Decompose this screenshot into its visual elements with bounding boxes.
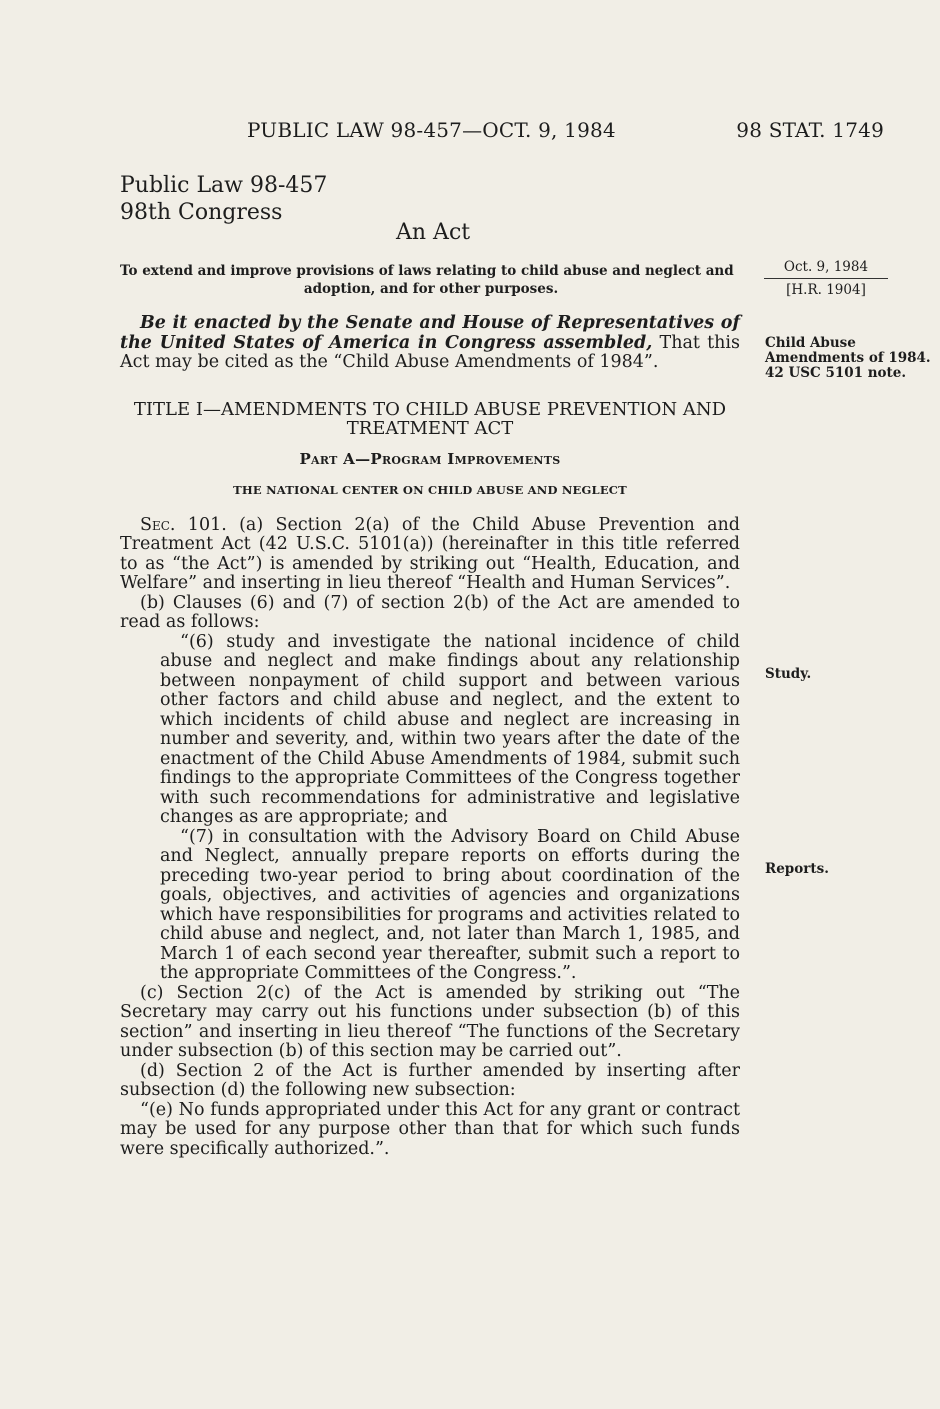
short-title-text: That this Act may be cited as the “Child Abuse Amendments of 1984”. (120, 332, 740, 372)
section-101-a (120, 516, 740, 594)
stat-reference: 98 STAT. 1749 (736, 118, 884, 142)
enactment-date-note (764, 259, 888, 298)
part-heading-text: Part A—Program Improvements (299, 449, 561, 468)
title-heading: TITLE I—AMENDMENTS TO CHILD ABUSE PREVENTION AND TREATMENT ACT (133, 398, 727, 439)
subject-heading: THE NATIONAL CENTER ON CHILD ABUSE AND NEGLECT (233, 483, 627, 497)
margin-note-study: Study. (765, 666, 812, 682)
margin-note-reports: Reports. (765, 861, 829, 877)
margin-note-short-title (765, 336, 940, 381)
public-law-number: Public Law 98-457 (120, 173, 328, 198)
section-101-a-text: 101. (a) Section 2(a) of the Child Abuse Prevention and Treatment Act (42 U.S.C. 5101(a)) (hereinafter in this title referred to as “the Act”) is amended by striking out “Health, Education, and Welfare” and inserting in lieu thereof “Health and Human Services”. (120, 514, 740, 593)
short-title-note: Child Abuse Amendments of 1984. (765, 335, 931, 366)
purpose-line-2: adoption, and for other purposes. (303, 281, 559, 297)
act-title: An Act (396, 220, 471, 245)
section-101-c: (c) Section 2(c) of the Act is amended by striking out “The Secretary may carry out his functions under subsection (b) of this section” and inserting in lieu thereof “The functions of the Secretary under subsection (b) of this section may be carried out”. (120, 982, 740, 1061)
enacting-clause (120, 314, 740, 373)
statute-body (120, 314, 740, 1159)
enactment-date: Oct. 9, 1984 (783, 259, 869, 275)
law-identification (120, 172, 327, 226)
bill-number: [H.R. 1904] (786, 282, 866, 298)
usc-note: 42 USC 5101 note. (765, 365, 907, 381)
section-label: Sec. (140, 514, 176, 535)
clause-7: “(7) in consultation with the Advisory Board on Child Abuse and Neglect, annually prepare reports on efforts during the preceding two-year period to bring about coordination of the goals, objectives, and activities of agencies and organizations which have responsibilities for programs and activities related to child abuse and neglect, and, not later than March 1, 1985, and March 1 of each second year thereafter, submit such a report to the appropriate Committees of the Congress.”. (160, 826, 740, 983)
section-101-d: (d) Section 2 of the Act is further amended by inserting after subsection (d) the following new subsection: (120, 1060, 740, 1100)
purpose-line-1: To extend and improve provisions of laws relating to child abuse and neglect and (120, 263, 734, 279)
section-101-b: (b) Clauses (6) and (7) of section 2(b) of the Act are amended to read as follows: (120, 592, 740, 632)
clause-6: “(6) study and investigate the national incidence of child abuse and neglect and make findings about any relationship between nonpayment of child support and between various other factors and child abuse and neglect, and the extent to which incidents of child abuse and neglect are increasing in number and severity, and, within two years after the date of the enactment of the Child Abuse Amendments of 1984, submit such findings to the appropriate Committees of the Congress together with such recommendations for administrative and legislative changes as are appropriate; and (160, 631, 740, 827)
act-purpose (120, 262, 742, 298)
running-title: PUBLIC LAW 98-457—OCT. 9, 1984 (247, 118, 616, 142)
congress-number: 98th Congress (120, 200, 283, 225)
part-heading (120, 450, 740, 470)
enacting-formula: Be it enacted by the Senate and House of Representatives of the United States of America in Congress assembled, (120, 313, 740, 353)
section-101-e: “(e) No funds appropriated under this Act for any grant or contract may be used for any purpose other than that for which such funds were specifically authorized.”. (120, 1099, 740, 1159)
